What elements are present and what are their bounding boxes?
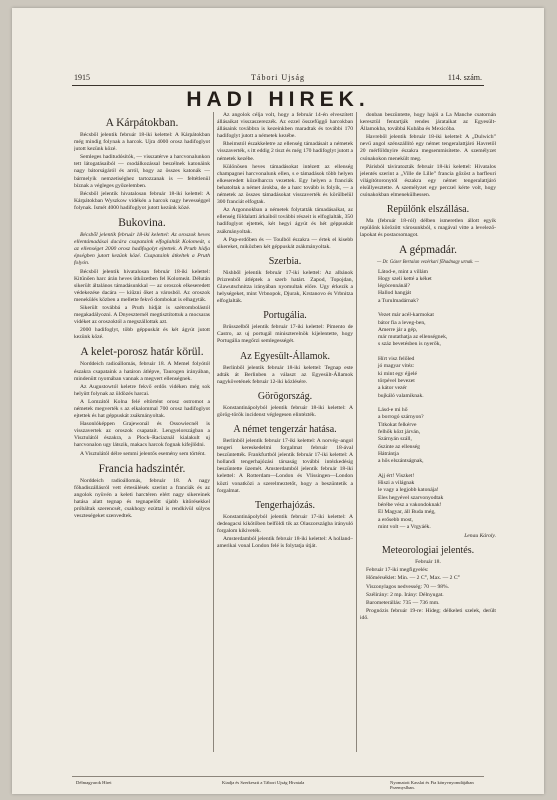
paragraph: Norddeich radioállomás, február 18. A nagy főhadiszállásról vett értesülések szerint a franciák és az angolok nyüvén a keleti harctéren elért nagy sikereinek hatása alatt tegnap és tegnapelőtt újabb kitörésekkel próbáltak szerencsét, csakhogy ezúttal is rendkívül súlyos veszteségeket szenvedtek.	[74, 477, 210, 520]
paragraph: Havreből jelentik február 18-iki kelettel: A „Dulwich” nevű angol szénszállító egy német tengeralattjáró Havretől 20 mérföldnyire északra megsemmisítette. A személyzet csónakokon menekült meg.	[360, 134, 496, 162]
paragraph: Bécsből jelentik február 18-iki kelettel: Az oroszok heves ellentámadásai dacára csapataink elfoglalták Kolomeát, s az ellenséget 2000 orosz hadifogolyt ejtettek. A Pruth hídja épségben jutott kezünk közé. Csapataink átkeltek a Pruth folyón.	[74, 232, 210, 267]
paragraph: Brüsszelből jelentik február 17-iki kelettel: Pimento de Castro, az uj portugál miniszterelnök kijelentette, hogy Portugália megőrzi semlegességét.	[217, 324, 353, 345]
poem-line: mint volt — a Vrgyáék.	[378, 523, 431, 530]
poem-line	[378, 466, 496, 473]
poem-line: Szárnyán száll,	[378, 436, 412, 443]
poem-line: már mutathatja az ellenségnek,	[378, 334, 448, 341]
poem-line	[378, 349, 496, 356]
poem-line: jó magyar vitéz:	[378, 363, 415, 370]
poem-line: Titkokat felkérve	[378, 421, 417, 428]
poem-line: felhők közt járván,	[378, 429, 421, 436]
poem-line: bujkáló valamiknak.	[378, 392, 424, 399]
page-title: HADI HIREK.	[186, 88, 370, 111]
paragraph: Sikerült továbbá a Pruth hídját is szétrombolástól megakadályozni. A Dnyeszternél megtisztítottuk a mocsaras vidéket az oroszoktól a megszállottak azt.	[74, 304, 210, 326]
paragraph: Norddeich radioállomás, február 18. A Memel folyótól északra csapataink a határon átlépve, Taurogen irányában, mindenütt nyomában vannak a megvert ellenségnek.	[74, 361, 210, 382]
section-heading: Görögország.	[257, 390, 313, 402]
paragraph: Konstantinápolyból jelentik február 18-iki kelettel: A görög-török incidenst véglegesen elintézték.	[217, 404, 353, 418]
footer-publisher: Kiadja és Szerkeszti a Tábori Ujság Hivatala	[222, 780, 305, 785]
poem	[360, 269, 496, 532]
poem-line: Hírt visz felőled	[378, 356, 415, 363]
paragraph: Bécsből jelentik hivatalosan február 18-iki kelettel: Kitűnően harc árán heves ütközetben fel Kolomeát. Délután sikerült általános támadásunkkal — az oroszok elkeseredett védekezése dacára — kiűzni őket a városból. Az oroszok menekülés közben a mellette fekvő dombokat is elhagyták.	[74, 268, 210, 303]
weather-line: Viszonylagos nedvesség: 70 — 98%.	[366, 583, 450, 590]
paragraph: Párisból táviratozták február 18-iki kelettel: Hivatalos jelentés szerint a „Ville de Lille” francia gőzöst a barfleuri világítótoronytól északra egy német tengeralattjáró elsüllyesztette. A személyzet egy perczel kérte volt, hogy csónakokban elmenekülhessen.	[360, 163, 496, 199]
paragraph: Hasonlóképpen Grajewonál és Ossowiecnél is visszavertek az oroszok csapatait. Lengyelországban a Visztulától északra, a Plock–Raciaznál kialakult uj harcvonalon ugy látszik, makacs harcok fognak kifejlődni.	[74, 421, 210, 449]
poem-line: Hiszi a világnak	[378, 480, 415, 487]
section-heading: Repülőnk elszállása.	[386, 204, 470, 216]
poem-line: El Magyar, áll Buda még,	[378, 509, 436, 516]
footer	[72, 776, 484, 790]
poem-line: s száz bevetésben is nyerők,	[378, 341, 441, 348]
section-heading: Szerbia.	[268, 255, 302, 267]
paragraph: Rheimstól északkeletre az ellenség támadásait a németek visszaverték, s itt eddig 2 tiszt és még 170 hadifoglyt jutott a németek kezébe.	[217, 141, 353, 162]
paragraph: A Pap-erdőben és — Toulból északra — értek el kisebb sikereket, miközben két géppuskát zsákmányoltak.	[217, 236, 353, 250]
section-heading: A kelet-porosz határ körül.	[80, 346, 204, 359]
poem-author: Lenau Károly.	[464, 533, 496, 540]
poem-line: Látod-e, mint a villám	[378, 268, 429, 275]
weather-line: Hőmérséklet: Min. — 2 C°, Max. — 2 C°	[366, 575, 460, 582]
column-1	[74, 112, 210, 772]
poem-line: Hátrántja	[378, 450, 399, 457]
poem-line: a kátor vezér	[378, 385, 407, 392]
section-heading: Francia hadszintér.	[98, 462, 186, 475]
masthead-paper-name: Tábori Ujság	[251, 73, 305, 82]
poem-line: Hogy szeli ketté a kéket	[378, 275, 432, 282]
paragraph: Berlinből jelentik február 17-iki kelettel: A norvég–angol tengeri kereskedelmi forgalmat február 18-ával beszüntették. Frankfurtból jelentik február 17-iki kelettel: A hollandi tengerhajózási társaság további intézkedésig beszüntette üzemét. Amsterdamból jelentik február 18-iki kelettel: A Rotterdam—London és Vlissingen—London közti vonatközi a szerelmeztetőt, hogy a beszüntetik a forgalmat.	[217, 438, 353, 494]
masthead-year: 1915	[74, 73, 90, 82]
paragraph: Az Augustowtól keletre fekvő erdős vidéken még sok helyütt folynak az üldözés harcai.	[74, 383, 210, 397]
footer-printer: Nyomatott Kasslai és Fia könyvnyomdájában Przemyslban.	[390, 780, 474, 790]
paragraph: Az Argonnokban a németek folytatták támadásaikat, az ellenség földalatti árkaiból további részeit is elfoglalták, 350 hadifoglyot ejtettek, két hegyi ágyút és hét géppuskát zsákmányoltak.	[217, 207, 353, 235]
section-heading: Az Egyesült-Államok.	[240, 350, 330, 362]
poem-dedication: — Dr. Gózer Bertalan vezérkari főhadnagy urnak. —	[377, 260, 479, 266]
paragraph: 2000 hadifoglyt, több géppuskát és két ágyút jutott kezünk közé.	[74, 327, 210, 341]
weather-line: Barometerállás: 735 — 736 mm.	[366, 599, 440, 606]
poem-line: a borrogó szárnyon?	[378, 414, 424, 421]
poem-line: őszinte az ellenség	[378, 443, 420, 450]
poem-line: le vagy a legjobb katonája!	[378, 487, 439, 494]
section-heading: Meteorologiai jelentés.	[381, 545, 475, 557]
poem-line: Lásd-e mi hő	[378, 407, 408, 414]
poem-line: a Turulmadárnak?	[378, 297, 419, 304]
poem-line: a erősebb most,	[378, 516, 413, 523]
section-heading: A Kárpátokban.	[105, 117, 179, 129]
poem-line: Vezet már acél-karmokat	[378, 312, 434, 319]
paragraph: A Visztulától délre semmi jelentős esemény sem történt.	[80, 450, 206, 457]
weather-line: Február 17-iki megfigyelés:	[366, 567, 429, 574]
section-heading: A német tengerzár hatása.	[233, 424, 337, 435]
weather-line: Prognózis február 19-re: Hideg; délkeleti szelek, derült idő.	[360, 607, 496, 621]
paragraph: Ma (február 18-ról) délben ismeretlen állott egyik repülőnk körözött városunkból, s magával vitte a levelező-lapokat és postacsomagot.	[360, 218, 496, 239]
poem-line: Eles hegyével szarvonyodtak	[378, 494, 444, 501]
section-heading: Tengerhajózás.	[254, 499, 316, 511]
paragraph: Bécsből jelentik hivatalosan február 18-iki kelettel: A Kárpátokban Wyszkow vidékén a harcok nagy hevességgel folynak. Ismét 4000 hadifoglyot jutott kezünk közé.	[74, 190, 210, 211]
poem-line: ki mint egy éjjelé	[378, 370, 417, 377]
poem-line: törpével bevezet	[378, 377, 415, 384]
paragraph: donban beszüntette, hogy hajói a La Manche csatornán keresztül fentartják rendes járataikat az Egyesült-Államokba, továbbá Kubába és Mexicóba.	[360, 112, 496, 133]
poem-line	[378, 400, 496, 407]
weather-date: Február 18.	[415, 559, 441, 566]
section-heading: A gépmadár.	[398, 244, 458, 257]
poem-line: bérébe vész a vakondoknak!	[378, 502, 442, 508]
poem-line: Ajj ért! Viszket!	[378, 472, 415, 479]
weather-line: Szélirány: 2 mp. Irány: Délnyugat.	[366, 591, 444, 598]
column-divider	[356, 112, 357, 752]
section-heading: Portugália.	[263, 310, 307, 322]
masthead-issue: 114. szám.	[447, 73, 482, 82]
footer-note: Délmagyarok Hírei	[76, 780, 112, 785]
paragraph: Nishből jelentik február 17-iki kelettel: Az albánok Prizrenből átléptek a szerb határt. Zapod, Topojdan, Glawutschnitza irányában nyomultak előre. Ugy érkezik a helységeket, mint Vrbnopok, Djurak, Krstanovo és Vrbnitza elfoglalták.	[217, 269, 353, 305]
paragraph: Semleges haditudósítók, — visszatérve a harcvonalunkon tett látogatásaiból — csodálkozással beszélnek katonáink nagy bátorságáról és arról, hogy az összes katonák — bármelyik nemzetiséghez tartozzanak is — feltétlenül bíznak a végleges győzelemben.	[74, 154, 210, 189]
paragraph: Különösen heves támadásokat intézett az ellenség champagnei harcvonalunk ellen, s e támadások több helyen elkeseredett közelharcra vezettek. Egy helyen a franciák behatoltak a német árokba, de a harc tovább is folyik, — a németek az összes támadásokat visszaverték és körülbelül 300 franciát elfogtak.	[217, 163, 353, 206]
poem-line: bátor fia a leveg-ben,	[378, 319, 426, 326]
poem-line: Hallod hangját	[378, 290, 412, 297]
column-3	[360, 112, 496, 772]
paragraph: Konstantinápolyból jelentik február 17-iki kelettel: A dedeagacsi kikötőben belföldi tik az Olaszországba irányuló forgalom kikiveték.	[217, 513, 353, 534]
article-columns	[74, 112, 496, 772]
masthead	[72, 71, 484, 86]
poem-line: légócennánál?	[378, 283, 410, 290]
column-divider	[213, 112, 214, 752]
section-heading: Bukovina.	[118, 217, 166, 230]
paragraph: Bécsből jelentik február 18-iki kelettel: A Kárpátokban még mindig folynak a harcok. Ujra 4000 orosz hadifoglyot jutott kezünk közé.	[74, 132, 210, 153]
paragraph: Berlinből jelentik február 18-iki kelettel: Tegnap este adták át Berlinben a választ az Egyesült-Államok nagykövetének február 12-iki közlésére.	[217, 364, 353, 385]
paragraph: Amsterdamból jelentik február 18-iki kelettel: A holland–amerikai vonal London felé is folytatja útját.	[217, 536, 353, 550]
poem-line: a hős elszántságnak,	[378, 458, 424, 465]
poem-line: Amerre jár a gép,	[378, 326, 418, 333]
poem-line	[378, 305, 496, 312]
newspaper-page	[12, 8, 544, 794]
paragraph: A Lomzától Kolna felé eltörtént orosz ostromot a németek megverték s az elkalommal 700 orosz hadifoglyot ejtettek és hat géppuskát zsákmányoltak.	[74, 398, 210, 420]
paragraph: Az angolok célja volt, hogy a február 14-én elveszített állásaikat visszaszerezzék. Az ezzel összefüggő harcokban állásaink továbbra is kezeinkben maradtak és további 170 hadifoglyt jutott a németek kezébe.	[217, 112, 353, 140]
column-2	[217, 112, 353, 772]
